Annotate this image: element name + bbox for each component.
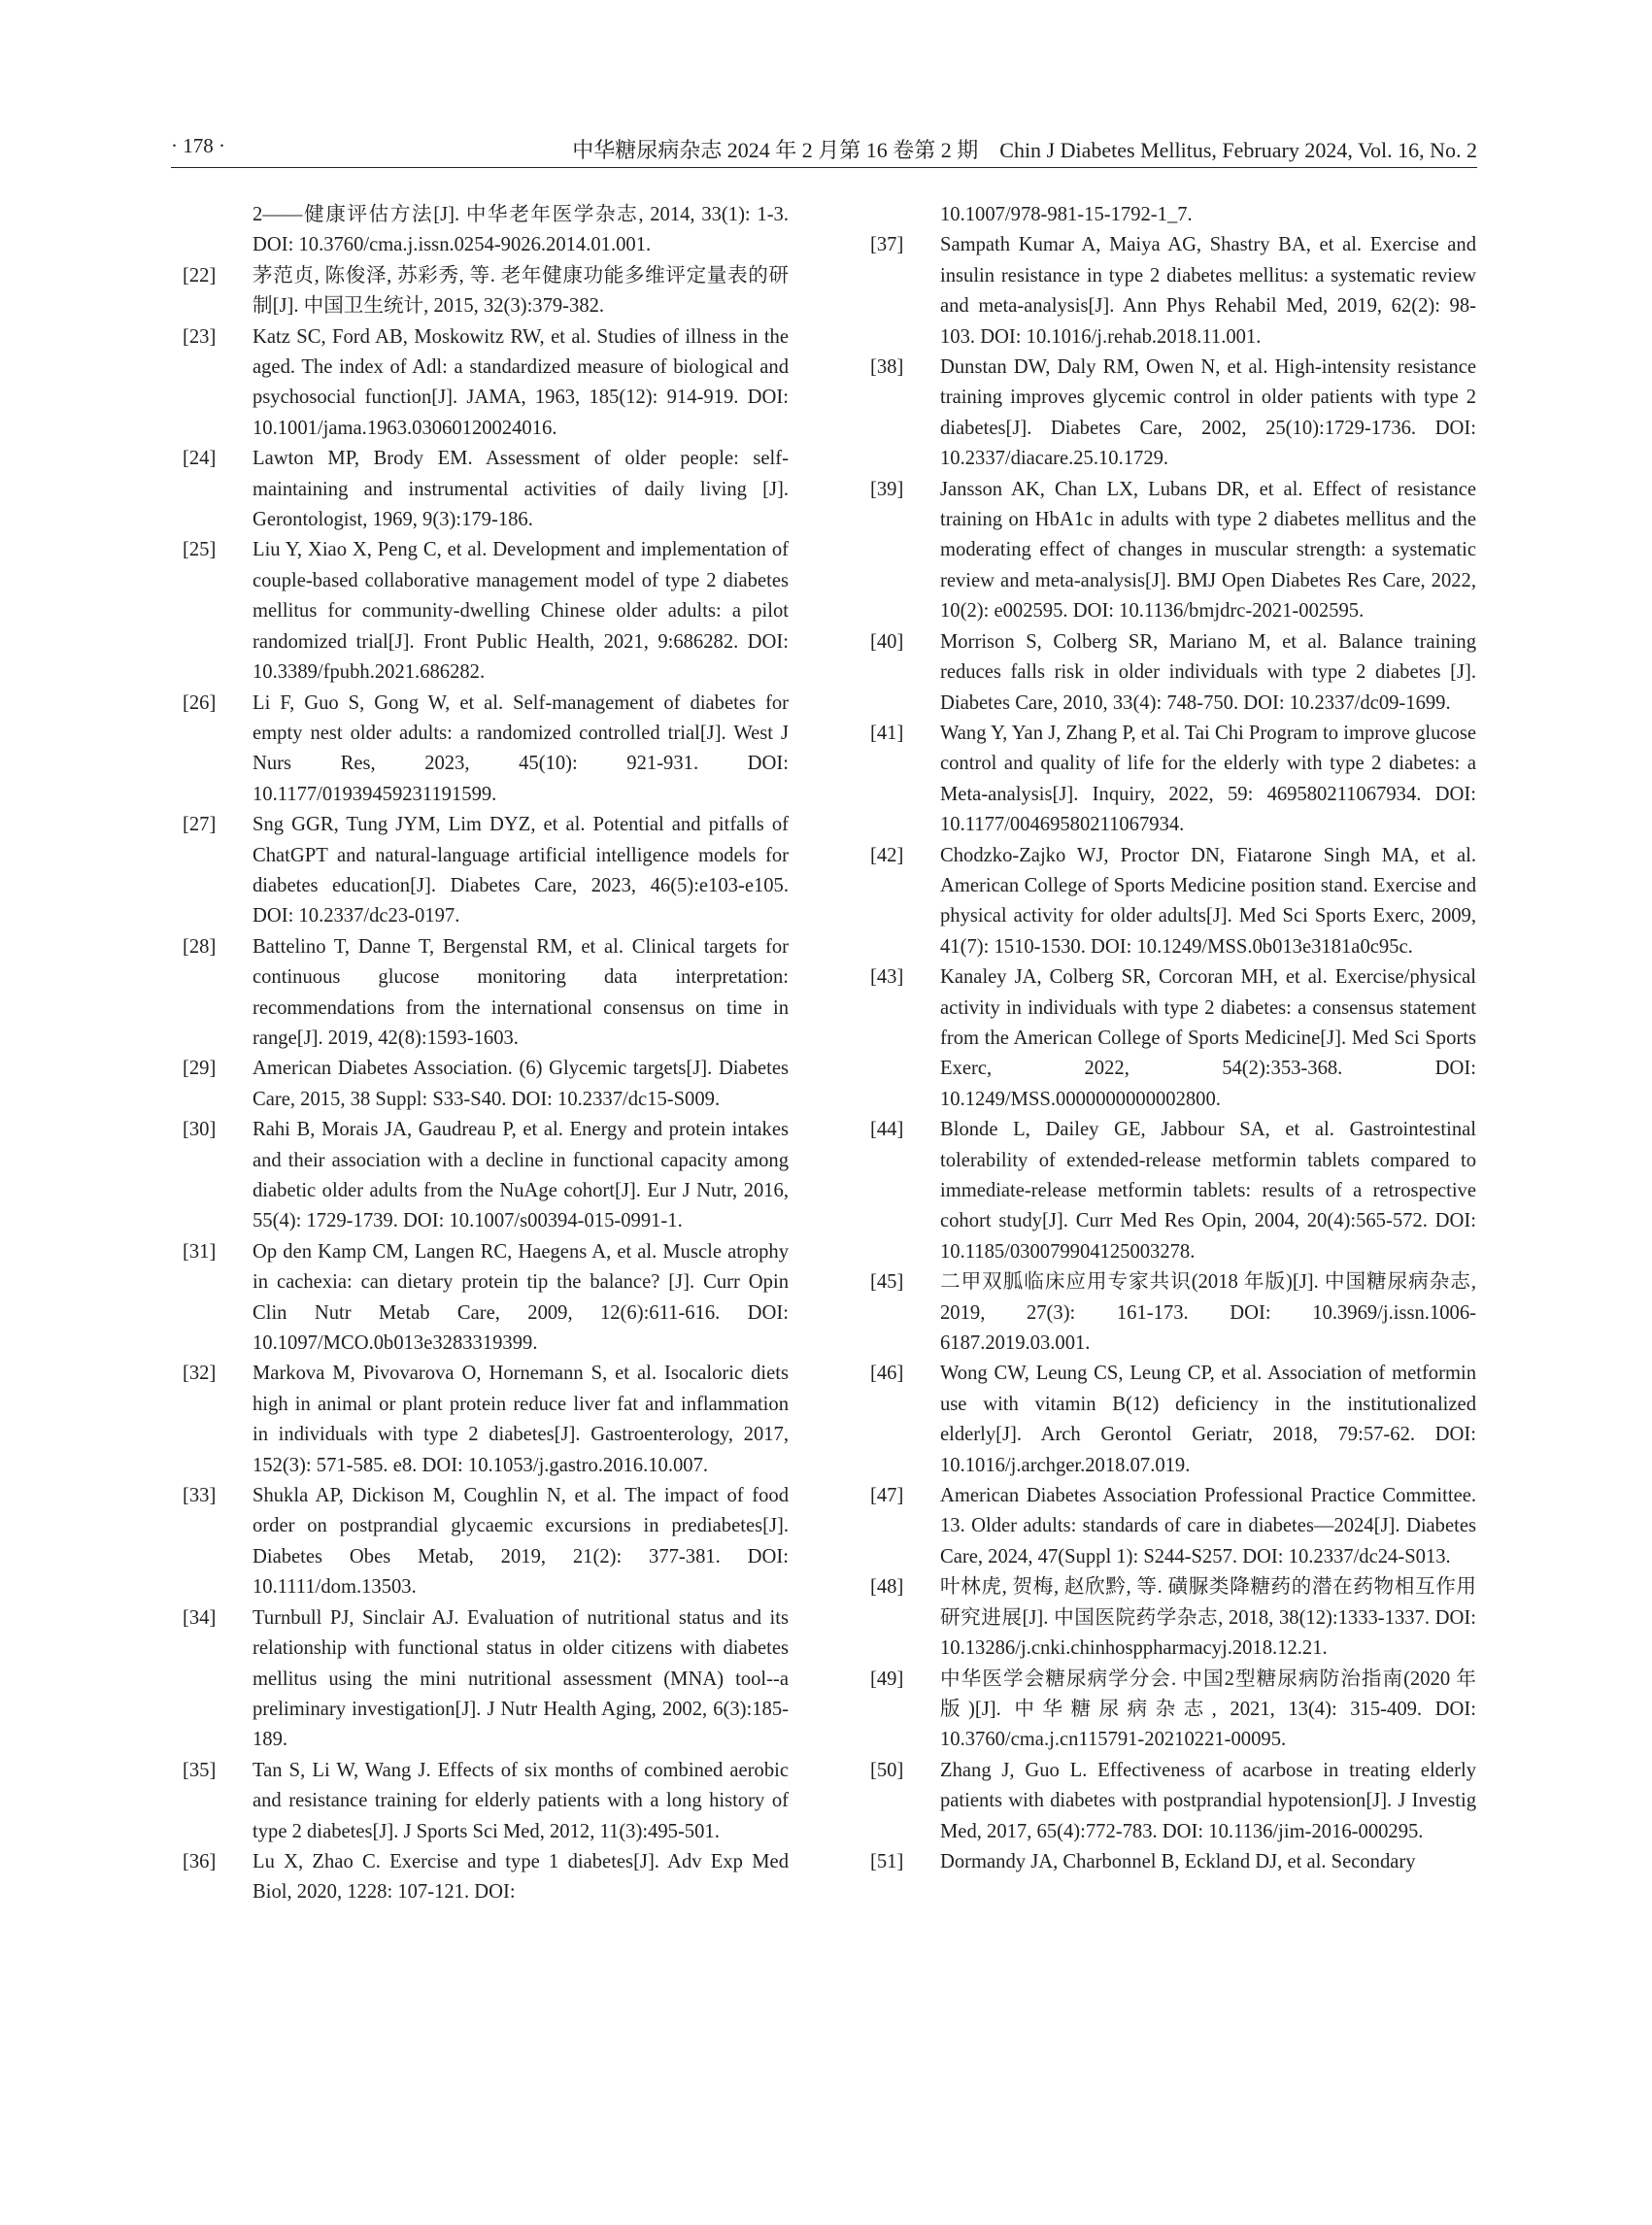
reference-number: [44]: [870, 1119, 904, 1141]
reference-item: [870, 1481, 1476, 1572]
right-column: [870, 200, 1476, 1877]
reference-item: [870, 841, 1476, 963]
page-number: · 178 ·: [171, 134, 225, 157]
reference-item: [870, 475, 1476, 627]
reference-text: 茅范贞, 陈俊泽, 苏彩秀, 等. 老年健康功能多维评定量表的研制[J]. 中国卫生统计, 2015, 32(3):379-382.: [253, 264, 789, 318]
reference-item: [870, 627, 1476, 719]
reference-item: [183, 1237, 789, 1360]
reference-item: [183, 444, 789, 535]
reference-text: Katz SC, Ford AB, Moskowitz RW, et al. Studies of illness in the aged. The index of Adl: a standardized measure of biological and psychosocial function[J]. JAMA, 1963, 185(12): 914-919. DOI: 10.1001/jama.1963.03060120024016.: [253, 325, 789, 439]
reference-number: [42]: [870, 844, 904, 866]
reference-text: Morrison S, Colberg SR, Mariano M, et al. Balance training reduces falls risk in older individuals with type 2 diabetes [J]. Diabetes Care, 2010, 33(4): 748-750. DOI: 10.2337/dc09-1699.: [940, 630, 1476, 714]
reference-number: [45]: [870, 1271, 904, 1294]
reference-text: Lu X, Zhao C. Exercise and type 1 diabetes[J]. Adv Exp Med Biol, 2020, 1228: 107-121. DOI:: [253, 1850, 789, 1904]
reference-number: [34]: [183, 1606, 217, 1629]
reference-item: [870, 1572, 1476, 1664]
reference-number: [37]: [870, 234, 904, 256]
reference-text: Shukla AP, Dickison M, Coughlin N, et al. The impact of food order on postprandial glycaemic excursions in prediabetes[J]. Diabetes Obes Metab, 2019, 21(2): 377-381. DOI: 10.1111/dom.13503.: [253, 1485, 789, 1599]
reference-item: [870, 1665, 1476, 1756]
reference-number: [24]: [183, 448, 217, 470]
reference-item: [183, 810, 789, 932]
reference-text: Wong CW, Leung CS, Leung CP, et al. Association of metformin use with vitamin B(12) deficiency in the institutionalized elderly[J]. Arch Gerontol Geriatr, 2018, 79:57-62. DOI: 10.1016/j.archger.2018.07.019.: [940, 1363, 1476, 1476]
reference-number: [33]: [183, 1485, 217, 1507]
reference-text: 中华医学会糖尿病学分会. 中国2型糖尿病防治指南(2020 年版)[J]. 中华糖尿病杂志, 2021, 13(4): 315-409. DOI: 10.3760/cma.j.cn115791-20210221-00095.: [940, 1668, 1476, 1751]
reference-item: [870, 719, 1476, 841]
reference-text: Rahi B, Morais JA, Gaudreau P, et al. Energy and protein intakes and their association with a decline in functional capacity among diabetic older adults from the NuAge cohort[J]. Eur J Nutr, 2016, 55(4): 1729-1739. DOI: 10.1007/s00394-015-0991-1.: [253, 1119, 789, 1232]
reference-continuation: [870, 200, 1476, 230]
reference-list: [870, 230, 1476, 1877]
reference-item: [870, 962, 1476, 1115]
reference-text: 叶林虎, 贺梅, 赵欣黔, 等. 磺脲类降糖药的潜在药物相互作用研究进展[J]. 中国医院药学杂志, 2018, 38(12):1333-1337. DOI: 10.13286/j.cnki.chinhosppharmacyj.2018.12.21.: [940, 1576, 1476, 1660]
reference-text: Markova M, Pivovarova O, Hornemann S, et al. Isocaloric diets high in animal or plant protein reduce liver fat and inflammation in individuals with type 2 diabetes[J]. Gastroenterology, 2017, 152(3): 571-585. e8. DOI: 10.1053/j.gastro.2016.10.007.: [253, 1363, 789, 1476]
reference-item: [183, 689, 789, 811]
reference-text: Tan S, Li W, Wang J. Effects of six months of combined aerobic and resistance training for elderly patients with a long history of type 2 diabetes[J]. J Sports Sci Med, 2012, 11(3):495-501.: [253, 1759, 789, 1842]
reference-text: Sampath Kumar A, Maiya AG, Shastry BA, et al. Exercise and insulin resistance in type 2 diabetes mellitus: a systematic review and meta-analysis[J]. Ann Phys Rehabil Med, 2019, 62(2): 98-103. DOI: 10.1016/j.rehab.2018.11.001.: [940, 234, 1476, 348]
reference-number: [35]: [183, 1759, 217, 1781]
reference-text: Wang Y, Yan J, Zhang P, et al. Tai Chi Program to improve glucose control and quality of life for the elderly with type 2 diabetes: a Meta-analysis[J]. Inquiry, 2022, 59: 469580211067934. DOI: 10.1177/00469580211067934.: [940, 722, 1476, 836]
reference-number: [39]: [870, 478, 904, 500]
reference-text: Jansson AK, Chan LX, Lubans DR, et al. Effect of resistance training on HbA1c in adults with type 2 diabetes mellitus and the moderating effect of changes in muscular strength: a systematic review and meta-analysis[J]. BMJ Open Diabetes Res Care, 2022, 10(2): e002595. DOI: 10.1136/bmjdrc-2021-002595.: [940, 478, 1476, 623]
reference-item: [870, 1267, 1476, 1359]
reference-text: 2——健康评估方法[J]. 中华老年医学杂志, 2014, 33(1): 1-3. DOI: 10.3760/cma.j.issn.0254-9026.2014.01.001.: [253, 204, 789, 256]
left-column: [183, 200, 789, 1908]
reference-number: [23]: [183, 325, 217, 348]
reference-number: [30]: [183, 1119, 217, 1141]
reference-item: [183, 535, 789, 688]
reference-text: Lawton MP, Brody EM. Assessment of older people: self-maintaining and instrumental activities of daily living [J]. Gerontologist, 1969, 9(3):179-186.: [253, 448, 789, 531]
reference-number: [28]: [183, 935, 217, 958]
reference-text: Op den Kamp CM, Langen RC, Haegens A, et al. Muscle atrophy in cachexia: can dietary protein tip the balance? [J]. Curr Opin Clin Nutr Metab Care, 2009, 12(6):611-616. DOI: 10.1097/MCO.0b013e3283319399.: [253, 1240, 789, 1355]
reference-text: American Diabetes Association Professional Practice Committee. 13. Older adults: standards of care in diabetes—2024[J]. Diabetes Care, 2024, 47(Suppl 1): S244-S257. DOI: 10.2337/dc24-S013.: [940, 1485, 1476, 1568]
reference-number: [50]: [870, 1759, 904, 1781]
reference-number: [25]: [183, 539, 217, 561]
reference-text: Sng GGR, Tung JYM, Lim DYZ, et al. Potential and pitfalls of ChatGPT and natural-language artificial intelligence models for diabetes education[J]. Diabetes Care, 2023, 46(5):e103-e105. DOI: 10.2337/dc23-0197.: [253, 814, 789, 927]
reference-number: [26]: [183, 691, 217, 714]
reference-list: [183, 261, 789, 1908]
reference-item: [183, 1359, 789, 1481]
reference-number: [22]: [183, 264, 217, 287]
header-rule: [171, 167, 1477, 168]
page-header: [171, 134, 1477, 167]
reference-item: [183, 1054, 789, 1115]
reference-text: Battelino T, Danne T, Bergenstal RM, et al. Clinical targets for continuous glucose monitoring data interpretation: recommendations from the international consensus on time in range[J]. 2019, 42(8):1593-1603.: [253, 935, 789, 1049]
reference-item: [183, 261, 789, 322]
reference-number: [27]: [183, 814, 217, 836]
reference-text: 二甲双胍临床应用专家共识(2018 年版)[J]. 中国糖尿病杂志, 2019, 27(3): 161-173. DOI: 10.3969/j.issn.1006-6187.2019.03.001.: [940, 1271, 1476, 1355]
reference-item: [183, 1115, 789, 1237]
reference-number: [38]: [870, 356, 904, 379]
reference-item: [183, 322, 789, 445]
reference-number: [49]: [870, 1668, 904, 1690]
reference-number: [51]: [870, 1850, 904, 1872]
reference-text: Dunstan DW, Daly RM, Owen N, et al. High-intensity resistance training improves glycemic control in older patients with type 2 diabetes[J]. Diabetes Care, 2002, 25(10):1729-1736. DOI: 10.2337/diacare.25.10.1729.: [940, 356, 1476, 470]
reference-item: [870, 1115, 1476, 1267]
reference-number: [43]: [870, 966, 904, 989]
reference-item: [870, 1359, 1476, 1481]
reference-number: [40]: [870, 630, 904, 653]
reference-item: [870, 1756, 1476, 1847]
reference-item: [183, 932, 789, 1055]
reference-item: [183, 1603, 789, 1756]
reference-continuation: [183, 200, 789, 261]
reference-text: 10.1007/978-981-15-1792-1_7.: [940, 204, 1193, 225]
reference-item: [870, 1847, 1476, 1877]
running-title: 中华糖尿病杂志 2024 年 2 月第 16 卷第 2 期 Chin J Diabetes Mellitus, February 2024, Vol. 16, No. 2: [572, 138, 1477, 162]
reference-text: Zhang J, Guo L. Effectiveness of acarbose in treating elderly patients with diabetes with postprandial hypotension[J]. J Investig Med, 2017, 65(4):772-783. DOI: 10.1136/jim-2016-000295.: [940, 1759, 1476, 1842]
reference-text: Chodzko-Zajko WJ, Proctor DN, Fiatarone Singh MA, et al. American College of Sports Medicine position stand. Exercise and physical activity for older adults[J]. Med Sci Sports Exerc, 2009, 41(7): 1510-1530. DOI: 10.1249/MSS.0b013e3181a0c95c.: [940, 844, 1476, 958]
reference-item: [870, 353, 1476, 475]
reference-number: [46]: [870, 1363, 904, 1385]
reference-number: [29]: [183, 1058, 217, 1080]
reference-item: [183, 1847, 789, 1908]
reference-number: [47]: [870, 1485, 904, 1507]
reference-text: Liu Y, Xiao X, Peng C, et al. Development and implementation of couple-based collaborative management model of type 2 diabetes mellitus for community-dwelling Chinese older adults: a pilot randomized trial[J]. Front Public Health, 2021, 9:686282. DOI: 10.3389/fpubh.2021.686282.: [253, 539, 789, 684]
reference-text: Dormandy JA, Charbonnel B, Eckland DJ, et al. Secondary: [940, 1850, 1416, 1872]
reference-number: [48]: [870, 1576, 904, 1599]
reference-text: Blonde L, Dailey GE, Jabbour SA, et al. Gastrointestinal tolerability of extended-release metformin tablets compared to immediate-release metformin tablets: results of a retrospective cohort study[J]. Curr Med Res Opin, 2004, 20(4):565-572. DOI: 10.1185/030079904125003278.: [940, 1119, 1476, 1263]
reference-item: [183, 1756, 789, 1847]
reference-text: Turnbull PJ, Sinclair AJ. Evaluation of nutritional status and its relationship with functional status in older citizens with diabetes mellitus using the mini nutritional assessment (MNA) tool--a preliminary investigation[J]. J Nutr Health Aging, 2002, 6(3):185-189.: [253, 1606, 789, 1751]
reference-text: Kanaley JA, Colberg SR, Corcoran MH, et al. Exercise/physical activity in individuals with type 2 diabetes: a consensus statement from the American College of Sports Medicine[J]. Med Sci Sports Exerc, 2022, 54(2):353-368. DOI: 10.1249/MSS.0000000000002800.: [940, 966, 1476, 1110]
reference-number: [31]: [183, 1240, 217, 1263]
reference-text: American Diabetes Association. (6) Glycemic targets[J]. Diabetes Care, 2015, 38 Suppl: S33-S40. DOI: 10.2337/dc15-S009.: [253, 1058, 789, 1110]
reference-number: [32]: [183, 1363, 217, 1385]
reference-item: [870, 230, 1476, 353]
reference-number: [36]: [183, 1850, 217, 1872]
reference-text: Li F, Guo S, Gong W, et al. Self-management of diabetes for empty nest older adults: a randomized controlled trial[J]. West J Nurs Res, 2023, 45(10): 921-931. DOI: 10.1177/01939459231191599.: [253, 691, 789, 805]
reference-number: [41]: [870, 722, 904, 744]
reference-item: [183, 1481, 789, 1603]
